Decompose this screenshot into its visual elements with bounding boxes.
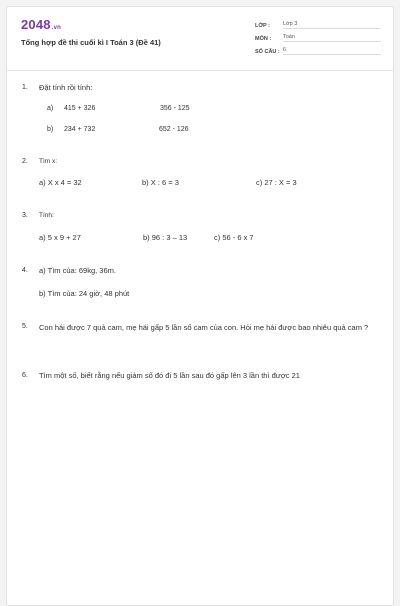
question-prompt: Tính: [39, 212, 54, 219]
question-text: Tìm một số, biết rằng nếu giảm số đó đi 5 lần sau đó gấp lên 3 lần thì được 21 [39, 371, 300, 380]
q1-a-expr-2: 356 - 125 [160, 105, 190, 112]
meta-label: LỚP : [255, 23, 270, 29]
q1-b-expr-2: 652 - 126 [159, 126, 189, 133]
meta-value: Toán [283, 34, 381, 42]
question-prompt: Đặt tính rồi tính: [39, 83, 93, 92]
exam-meta [255, 18, 381, 57]
q2-a: a) X x 4 = 32 [39, 178, 82, 187]
meta-label: SỐ CÂU : [255, 49, 280, 55]
question-2 [22, 156, 379, 168]
q1-b-label: b) [47, 126, 54, 133]
header-divider [7, 70, 393, 71]
meta-value: Lớp 3 [283, 21, 381, 29]
question-number: 1. [22, 84, 28, 91]
q4-a: a) Tìm của: 69kg, 36m. [39, 266, 116, 275]
question-number: 3. [22, 212, 28, 219]
q3-b: b) 96 : 3 – 13 [143, 233, 188, 242]
question-5 [22, 321, 379, 335]
q1-a-label: a) [47, 105, 54, 112]
question-1 [22, 82, 379, 94]
meta-label: MÔN : [255, 36, 272, 42]
q3-c: c) 56 - 6 x 7 [214, 233, 254, 242]
question-number: 6. [22, 372, 28, 379]
logo-main: 2048 [21, 17, 51, 32]
question-prompt: Tìm x: [39, 158, 58, 165]
meta-row-class [255, 18, 381, 29]
site-logo[interactable] [21, 17, 61, 32]
logo-suffix: .vn [51, 25, 62, 31]
question-4-b [22, 288, 379, 300]
question-3 [22, 210, 379, 222]
question-6 [22, 370, 379, 382]
meta-value: 6 [283, 47, 381, 55]
question-number: 4. [22, 267, 28, 274]
q1-b-expr-1: 234 + 732 [64, 126, 96, 133]
q2-c: c) 27 : X = 3 [256, 178, 297, 187]
page-title: Tổng hợp đề thi cuối kì I Toán 3 (Đề 41) [21, 38, 161, 47]
q4-b: b) Tìm của: 24 giờ, 48 phút [39, 289, 130, 298]
question-4 [22, 265, 379, 277]
question-text: Con hái được 7 quả cam, mẹ hái gấp 5 lần số cam của con. Hỏi mẹ hái được bao nhiêu quả cam ? [39, 323, 369, 332]
exam-sheet [6, 6, 394, 606]
q2-b: b) X : 6 = 3 [142, 178, 179, 187]
meta-row-question-count [255, 44, 381, 55]
question-number: 2. [22, 158, 28, 165]
sheet-header [7, 7, 393, 65]
question-number: 5. [22, 323, 28, 330]
q3-a: a) 5 x 9 + 27 [39, 233, 81, 242]
meta-row-subject [255, 31, 381, 42]
q1-a-expr-1: 415 + 326 [64, 105, 96, 112]
